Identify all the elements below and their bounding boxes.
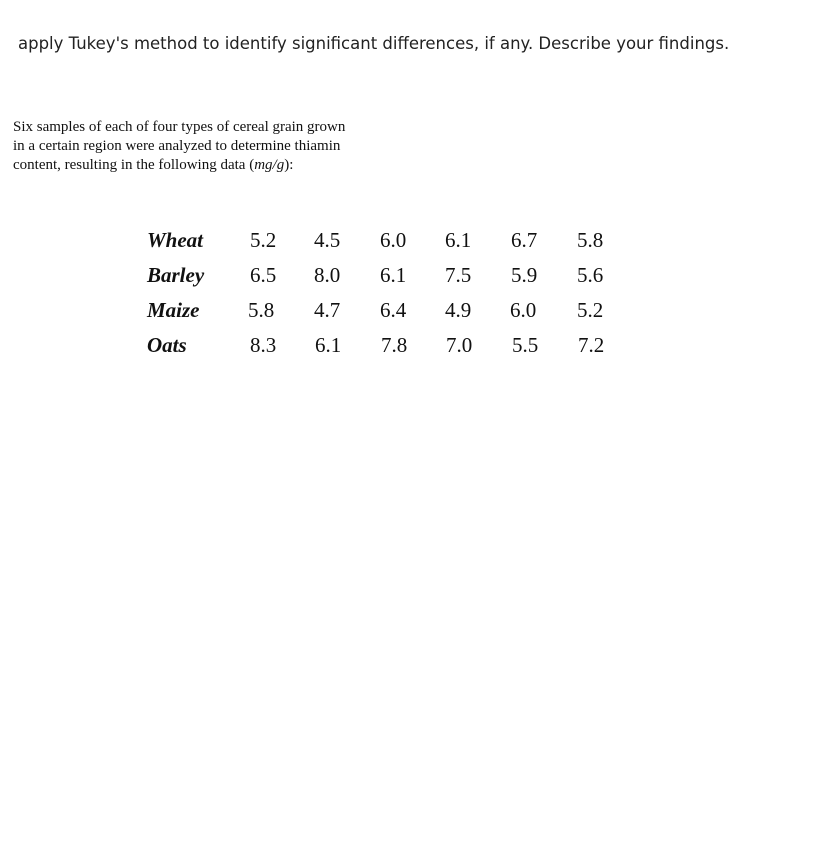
table-cell: 5.8 xyxy=(248,298,275,322)
intro-unit: mg/g xyxy=(254,157,285,173)
table-cell: 4.5 xyxy=(314,228,341,252)
table-cell: 7.0 xyxy=(446,333,473,357)
table-cell: 5.2 xyxy=(250,228,277,252)
intro-line-3-pre: content, resulting in the following data ( xyxy=(13,157,255,173)
table-cell: 6.0 xyxy=(380,228,407,252)
grain-label-oats: Oats xyxy=(147,333,187,357)
table-cell: 6.4 xyxy=(380,298,407,322)
grain-label-maize: Maize xyxy=(147,298,200,322)
intro-line-1: Six samples of each of four types of cereal grain grown xyxy=(13,119,346,135)
table-cell: 5.8 xyxy=(577,228,604,252)
table-cell: 6.7 xyxy=(511,228,538,252)
table-cell: 6.5 xyxy=(250,263,277,287)
table-cell: 8.3 xyxy=(250,333,277,357)
table-cell: 6.1 xyxy=(315,333,342,357)
table-cell: 5.5 xyxy=(512,333,539,357)
table-cell: 5.6 xyxy=(577,263,604,287)
grain-label-barley: Barley xyxy=(147,263,205,287)
table-cell: 7.2 xyxy=(578,333,605,357)
table-cell: 7.8 xyxy=(381,333,408,357)
grain-label-wheat: Wheat xyxy=(147,228,204,252)
table-cell: 6.0 xyxy=(510,298,537,322)
instruction-text: apply Tukey's method to identify significant differences, if any. Describe your findings. xyxy=(18,34,730,53)
table-cell: 8.0 xyxy=(314,263,341,287)
table-cell: 5.9 xyxy=(511,263,538,287)
table-cell: 5.2 xyxy=(577,298,604,322)
table-cell: 6.1 xyxy=(445,228,472,252)
intro-line-3 xyxy=(13,156,413,175)
table-cell: 4.9 xyxy=(445,298,472,322)
table-cell: 7.5 xyxy=(445,263,472,287)
intro-line-2: in a certain region were analyzed to determine thiamin xyxy=(13,138,341,154)
table-cell: 6.1 xyxy=(380,263,407,287)
problem-intro xyxy=(13,118,413,175)
table-cell: 4.7 xyxy=(314,298,341,322)
intro-line-3-post: ): xyxy=(284,157,294,173)
